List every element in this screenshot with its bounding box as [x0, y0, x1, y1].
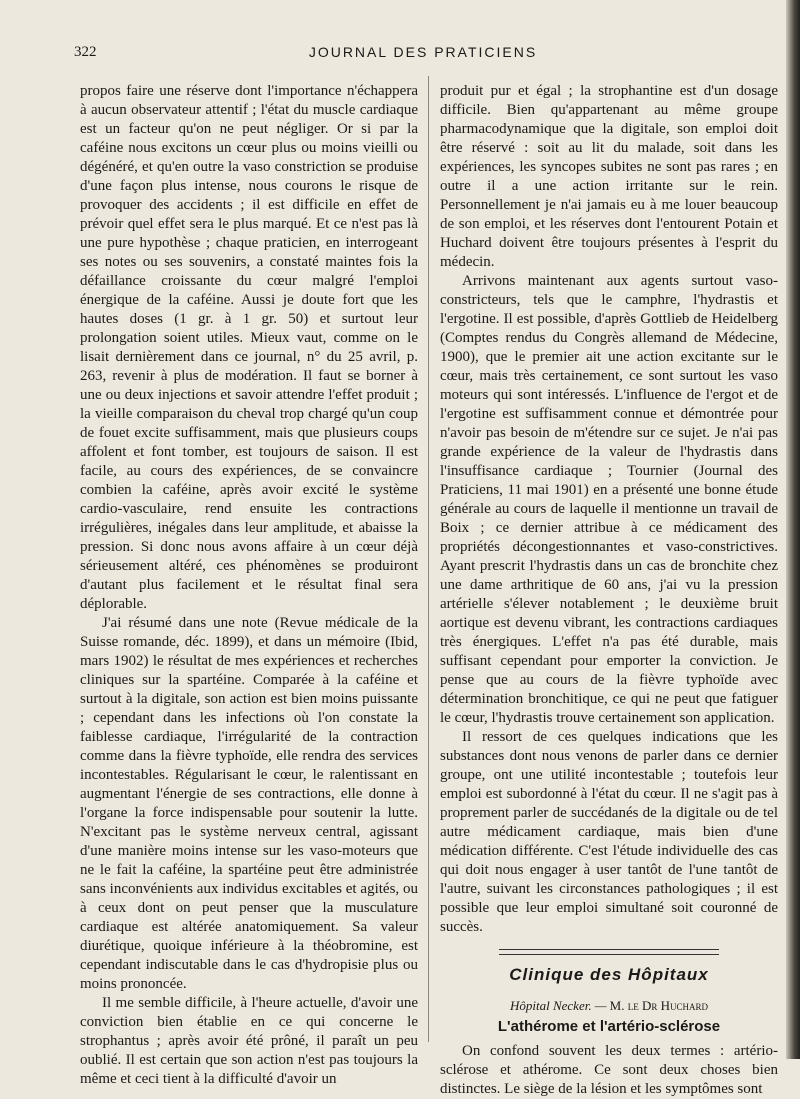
paragraph: J'ai résumé dans une note (Revue médicale de la Suisse romande, déc. 1899), et dans un mémoire (Ibid, mars 1902) le résultat de mes expériences et recherches cliniques sur la spartéine. Comparée à la caféine et surtout à la digitale, son action est bien moins puissante ; cependant dans les infections où l'on constate la faiblesse cardiaque, l'irrégularité de la contraction comme dans la fièvre typhoïde, elle rendra des services incontestables. Régularisant le cœur, le ralentissant en augmentant l'énergie de ses contractions, elle donne à l'organe la force indispensable pour soutenir la lutte. N'excitant pas le système nerveux central, agissant d'une manière moins intense sur les vaso-moteurs que ne le fait la caféine, la spartéine peut être administrée sans inconvénients aux individus excitables et agités, ou à ceux dont on peut penser que la musculature cardiaque est altérée anatomiquement. Sa valeur diurétique, quoique inférieure à la théobromine, est cependant indiscutable dans le cas d'hydropisie plus ou moins prononcée.: [80, 615, 418, 992]
page-number: 322: [74, 44, 97, 60]
paragraph: On confond souvent les deux termes : artério-sclérose et athérome. Ce sont deux choses bien distinctes. Le siège de la lésion et les symptômes sont: [440, 1043, 778, 1097]
running-title: JOURNAL DES PRATICIENS: [308, 44, 538, 60]
byline-author: M. le Dr Huchard: [609, 998, 708, 1013]
section-title: Clinique des Hôpitaux: [509, 965, 709, 984]
column-divider: [428, 76, 429, 1042]
paragraph: Arrivons maintenant aux agents surtout vaso-constricteurs, tels que le camphre, l'hydrastis et l'ergotine. Il est possible, d'après Gottlieb de Heidelberg (Comptes rendus du Congrès allemand de Médecine, 1900), que le premier ait une action excitante sur le cœur, mais très certainement, ce sont surtout les vaso moteurs qui sont intéressés. L'influence de l'ergot et de l'ergotine est suffisamment connue et démontrée pour n'avoir pas besoin de m'étendre sur ce sujet. Je n'ai pas grande expérience de la valeur de l'hydrastis dans l'insuffisance cardiaque ; Tournier (Journal des Praticiens, 11 mai 1901) en a présenté une bonne étude générale au cours de laquelle il mentionne un travail de Boix ; ce dernier attribue à ce médicament des propriétés décongestionnantes et vaso-constrictives. Ayant prescrit l'hydrastis dans un cas de bronchite chez une dame arthritique de 60 ans, j'ai vu la pression artérielle s'élever notablement ; le deuxième bruit aortique est devenu vibrant, les contractions cardiaques très énergiques. L'effet n'a pas été durable, mais suffisant cependant pour emporter la conviction. Je pense que au cours de la fièvre typhoïde avec détermination bronchitique, ce qui ne peut que fatiguer le cœur, l'hydrastis trouve certainement son application.: [440, 273, 778, 726]
section-rule: [499, 949, 719, 955]
paragraph: Il ressort de ces quelques indications que les substances dont nous venons de parler dans ce dernier groupe, ont une utilité incontestable ; toutefois leur emploi est subordonné à l'état du cœur. Il ne s'agit pas à proprement parler de succédanés de la digitale ou de tel autre médicament cardiaque, mais bien d'une médication différente. C'est l'étude individuelle des cas qui doit nous engager à user tantôt de l'une tantôt de l'autre, suivant les circonstances pathologiques ; il est possible que leur emploi simultané soit couronné de succès.: [440, 729, 778, 935]
paragraph: propos faire une réserve dont l'importance n'échappera à aucun observateur attentif ; l'état du muscle cardiaque est un facteur qu'on ne peut négliger. Or si par la caféine nous excitons un cœur plus ou moins vieilli ou dégénéré, et qu'en outre la vaso constriction se produise d'une façon plus intense, nous courons le risque de provoquer des accidents ; il est difficile en effet de prévoir quel effet sera le plus marqué. Et ce n'est pas là une pure hypothèse ; chaque praticien, en interrogeant ses notes ou ses souvenirs, a constaté maintes fois la défaillance croissante du cœur malgré l'emploi énergique de la caféine. Aussi je doute fort que les hautes doses (1 gr. à 1 gr. 50) et surtout leur prolongation soient utiles. Mieux vaut, comme on le lisait dernièrement dans ce journal, n° du 25 avril, p. 263, revenir à plus de modération. Il faut se borner à une ou deux injections et savoir attendre l'effet produit ; la vieille comparaison du cheval trop chargé qu'un coup de fouet excite suffisamment, mais que plusieurs coups affolent et font tomber, est toujours de saison. Il est facile, au cours des expériences, de se convaincre combien la caféine, après avoir excité le système cardio-vasculaire, rend ensuite les contractions irrégulières, inégales dans leur amplitude, et abaisse la pression. Si donc nous avons affaire à un cœur déjà sérieusement altéré, ces phénomènes se produiront d'autant plus facilement et le résultat final sera déplorable.: [80, 83, 418, 612]
byline-hospital: Hôpital Necker. —: [510, 998, 607, 1013]
article-byline: [440, 996, 778, 1015]
paragraph: produit pur et égal ; la strophantine est d'un dosage difficile. Bien qu'appartenant au même groupe pharmacodynamique que la digitale, son emploi doit être réservé : soit au lit du malade, soit dans les expériences, les syncopes subites ne sont pas rares ; en outre il a une action irritante sur le rein. Personnellement je n'ai jamais eu à me louer beaucoup de son emploi, et les réserves dont l'entourent Potain et Huchard doivent être toujours présentes à l'esprit du médecin.: [440, 83, 778, 270]
page-edge-shadow: [786, 0, 800, 1059]
paragraph: Il me semble difficile, à l'heure actuelle, d'avoir une conviction bien établie en ce qui concerne le strophantus ; après avoir été prôné, il paraît un peu oublié. Il est certain que son action n'est pas toujours la même et ceci tient à la difficulté d'avoir un: [80, 995, 418, 1087]
article-title: L'athérome et l'artério-sclérose: [497, 1018, 721, 1035]
right-column: [440, 82, 778, 1097]
running-header: [70, 44, 776, 66]
left-column: [80, 82, 418, 1087]
